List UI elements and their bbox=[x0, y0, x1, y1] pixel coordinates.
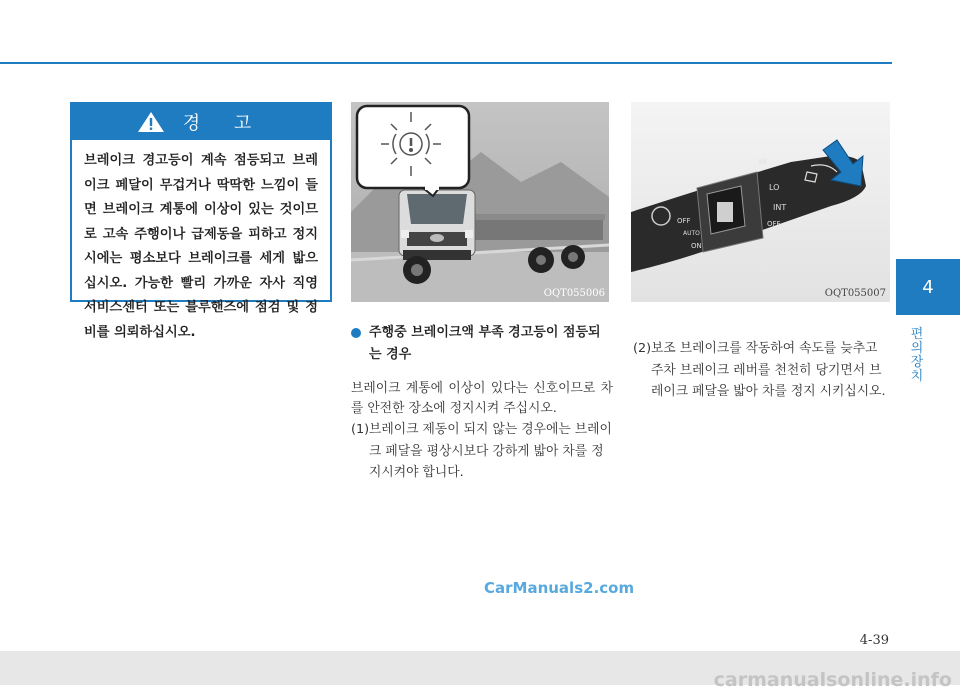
footer-watermark: carmanualsonline.info bbox=[713, 669, 952, 691]
item-number: (2) bbox=[633, 341, 652, 356]
lever-label: AUTO bbox=[683, 230, 700, 237]
image-code: OQT055006 bbox=[543, 288, 605, 299]
watermark: CarManuals2.com bbox=[484, 579, 635, 597]
warning-box bbox=[70, 102, 332, 340]
image-code: OQT055007 bbox=[824, 288, 886, 299]
section-intro: 브레이크 계통에 이상이 있다는 신호이므로 차를 안전한 장소에 정지시켜 주십시오. bbox=[351, 381, 613, 416]
lever-label: ON bbox=[691, 242, 702, 250]
page-number: 4-39 bbox=[859, 633, 889, 648]
warning-body: 브레이크 경고등이 계속 점등되고 브레이크 페달이 무겁거나 딱딱한 느낌이 들면 브레이크 계통에 이상이 있는 것이므로 고속 주행이나 급제동을 피하고 정지시에는 평소보다 브레이크를 세게 밟으십시오. 가능한 빨리 가까운 자사 직영 서비스센터 또는 블루핸즈에 점검 및 정비를 의뢰하십시오. bbox=[84, 153, 318, 340]
section-column-continued bbox=[633, 338, 891, 403]
truck-illustration bbox=[351, 102, 609, 302]
warning-triangle-icon bbox=[137, 111, 165, 133]
lever-illustration bbox=[631, 102, 890, 302]
lever-label: INT bbox=[773, 203, 787, 212]
numbered-item bbox=[351, 419, 613, 484]
lever-label: OFF bbox=[767, 220, 781, 228]
item-text: 브레이크 제동이 되지 않는 경우에는 브레이크 페달을 평상시보다 강하게 밟아 차를 정지시켜야 합니다. bbox=[369, 422, 612, 480]
truck-warning-light-image bbox=[351, 102, 609, 302]
item-number: (1) bbox=[351, 422, 370, 437]
warning-header bbox=[72, 104, 330, 140]
numbered-item bbox=[633, 338, 891, 403]
item-text: 보조 브레이크를 작동하여 속도를 늦추고 주차 브레이크 레버를 천천히 당기면서 브레이크 페달을 밟아 차를 정지 시키십시오. bbox=[651, 341, 886, 399]
section-heading-text: 주행중 브레이크액 부족 경고등이 점등되는 경우 bbox=[369, 325, 601, 362]
section-heading bbox=[351, 322, 613, 366]
lever-label: OFF bbox=[677, 217, 691, 225]
lever-label: HI bbox=[759, 158, 767, 166]
chapter-title: 편의 장치 bbox=[910, 327, 924, 384]
chapter-number-tab: 4 bbox=[896, 259, 960, 315]
brake-lever-image bbox=[631, 102, 890, 302]
lever-label: LO bbox=[769, 183, 780, 192]
bullet-icon bbox=[351, 328, 361, 338]
section-column bbox=[351, 322, 613, 484]
top-rule bbox=[0, 62, 892, 64]
warning-title: 경 고 bbox=[182, 113, 266, 134]
